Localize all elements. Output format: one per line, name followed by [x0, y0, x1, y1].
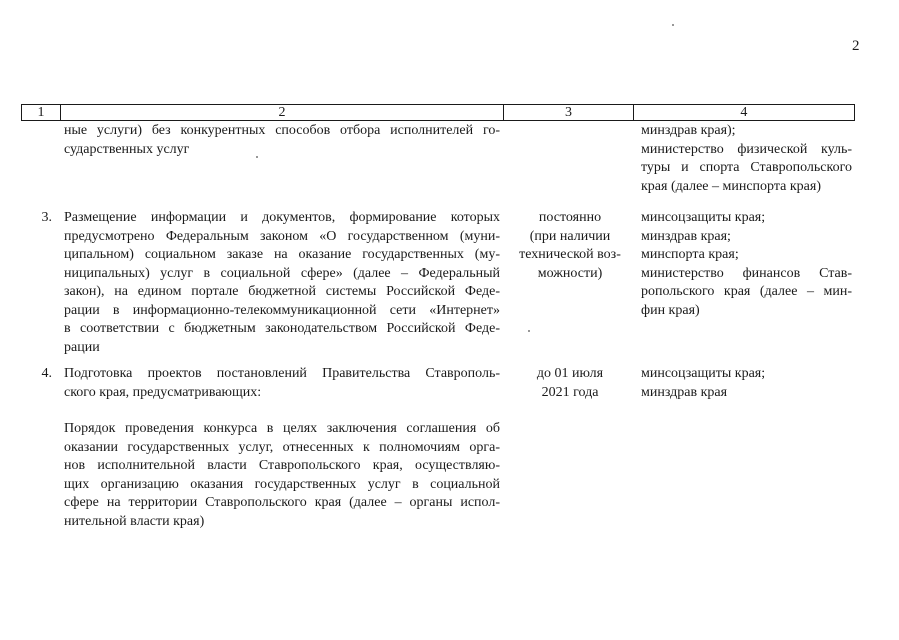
executor-line: минздрав края [641, 384, 728, 400]
description-line: щих организацию оказания государственных услуг в социальной [64, 476, 500, 492]
description-line: ные услуги) без конкурентных способов отбора исполнителей го- [64, 123, 500, 138]
scan-speck [528, 330, 530, 332]
description-line: предусмотрено Федеральным законом «О государственном (муни- [64, 228, 500, 244]
row-executors [641, 365, 852, 402]
description-line: оказании государственных услуг, отнесенных к полномочиям орга- [64, 439, 500, 455]
description-line: сударственных услуг [64, 141, 190, 157]
term-line: до 01 июля [536, 366, 604, 381]
header-col-3: 3 [504, 105, 634, 121]
term-line: постоянно [538, 210, 602, 225]
term-line: (при наличии [529, 228, 611, 244]
executor-line: фин края) [641, 302, 700, 318]
description-line: Размещение информации и документов, формирование которых [64, 210, 500, 225]
row-number: 3. [41, 210, 52, 225]
executor-line: ропольского края (далее – мин- [641, 284, 852, 299]
term-line: 2021 года [541, 384, 599, 400]
executor-line: минсоцзащиты края; [641, 210, 766, 225]
row-term [508, 209, 632, 283]
description-line: ниципальных) услуг в социальной сфере» (далее – Федеральный [64, 265, 500, 281]
executor-line: туры и спорта Ставропольского [641, 160, 852, 175]
description-line: сфере на территории Ставропольского края (далее – органы испол- [64, 495, 500, 510]
executor-line: минсоцзащиты края; [641, 366, 766, 381]
description-line: рации в информационно-телекоммуникационной сети «Интернет» [64, 302, 500, 318]
page-number: 2 [852, 38, 860, 54]
scan-speck [672, 24, 674, 26]
row-term [508, 365, 632, 402]
term-line: технической воз- [519, 247, 621, 262]
term-line: можности) [537, 265, 603, 281]
scan-speck [256, 156, 258, 158]
description-line: Подготовка проектов постановлений Правительства Ставрополь- [64, 366, 500, 381]
description-subparagraph [64, 420, 500, 531]
executor-line: министерство финансов Став- [641, 265, 852, 281]
row-number: 4. [41, 366, 52, 381]
row-executors [641, 209, 852, 320]
executor-line: минспорта края; [641, 247, 739, 262]
description-line: закон), на едином портале бюджетной системы Российской Феде- [64, 284, 500, 299]
row-description [64, 365, 500, 531]
description-line: ципальном) социальном заказе на оказание государственных (му- [64, 247, 500, 262]
executor-line: края (далее – минспорта края) [641, 178, 821, 194]
executor-line: министерство физической куль- [641, 141, 852, 157]
description-line: ского края, предусматривающих: [64, 384, 262, 400]
table-header [21, 104, 855, 121]
description-line: нительной власти края) [64, 513, 205, 529]
row-description [64, 209, 500, 357]
executor-line: минздрав края); [641, 123, 736, 138]
header-col-4: 4 [633, 105, 854, 121]
row-description [64, 122, 500, 159]
description-line: в соответствии с бюджетным законодательством Российской Феде- [64, 321, 500, 336]
description-line: рации [64, 339, 100, 355]
header-col-1: 1 [22, 105, 61, 121]
description-line: Порядок проведения конкурса в целях заключения соглашения об [64, 421, 500, 436]
header-col-2: 2 [60, 105, 503, 121]
executor-line: минздрав края; [641, 228, 731, 244]
description-line: нов исполнительной власти Ставропольского края, осуществляю- [64, 458, 500, 473]
row-executors [641, 122, 852, 196]
